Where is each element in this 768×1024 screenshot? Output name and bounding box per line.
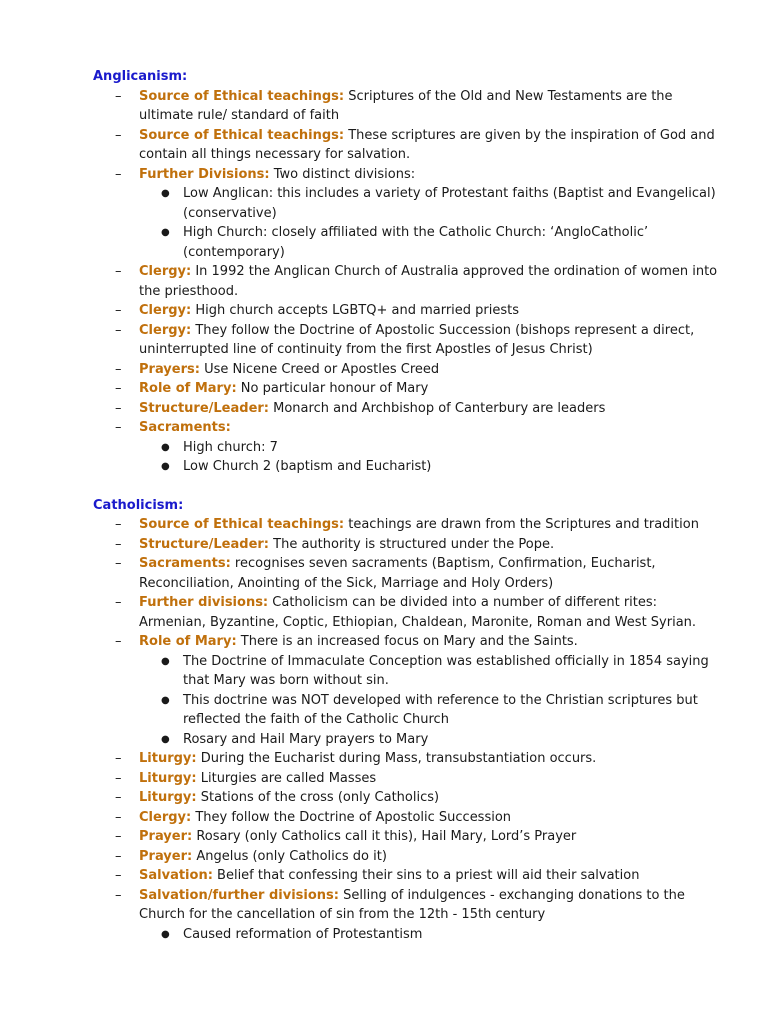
item-text: Belief that confessing their sins to a priest will aid their salvation [212,868,640,883]
item-text: Liturgies are called Masses [196,770,377,786]
item-label: Sacraments: [139,556,231,571]
list-item [93,886,728,945]
sub-bullet-list [139,925,728,945]
item-label: Liturgy: [139,790,197,805]
list-item [93,360,728,380]
list-item [93,554,728,593]
item-text: Use Nicene Creed or Apostles Creed [199,361,440,377]
list-item [93,262,728,301]
item-text: Two distinct divisions: [269,166,416,182]
list-item [93,301,728,321]
list-item [93,515,728,535]
item-label: Structure/Leader: [139,400,269,416]
item-text: They follow the Doctrine of Apostolic Succession [191,809,512,825]
sub-bullet-list [139,438,728,477]
item-label: Source of Ethical teachings: [139,127,345,143]
item-text: Rosary (only Catholics call it this), Hail Mary, Lord’s Prayer [192,829,577,844]
item-label: Clergy: [139,809,192,825]
list-item [93,749,728,769]
sub-bullet-item: ● Low Church 2 (baptism and Eucharist) [139,457,728,477]
item-text: teachings are drawn from the Scriptures and tradition [344,517,699,532]
list-item [93,847,728,867]
sub-bullet-list [139,184,728,262]
list-item [93,827,728,847]
item-text: These scriptures are given by the inspiration of God and contain all things necessary for salvation. [139,127,715,162]
item-text: In 1992 the Anglican Church of Australia approved the ordination of women into the priesthood. [139,264,718,299]
list-item [93,808,728,828]
item-label: Source of Ethical teachings: [139,88,345,104]
item-label: Further Divisions: [139,166,270,182]
item-text: Stations of the cross (only Catholics) [196,790,440,805]
list-item [93,866,728,886]
sub-bullet-item: ● High Church: closely affiliated with the Catholic Church: ‘AngloCatholic’ (contemporary) [139,223,728,262]
item-text: Scriptures of the Old and New Testaments are the ultimate rule/ standard of faith [139,88,673,123]
list-item [93,632,728,749]
item-text: Angelus (only Catholics do it) [192,848,387,864]
item-text: High church accepts LGBTQ+ and married priests [191,303,520,318]
section-spacer [93,477,728,496]
list-item [93,535,728,555]
sub-bullet-item: ● The Doctrine of Immaculate Conception was established officially in 1854 saying that Mary was born without sin. [139,652,728,691]
item-label: Liturgy: [139,751,197,766]
sub-bullet-list [139,652,728,750]
list-item [93,165,728,263]
section-title-anglicanism: Anglicanism: [93,69,188,84]
list-item [93,126,728,165]
list-item [93,379,728,399]
list-item [93,418,728,477]
list-item [93,769,728,789]
item-label: Structure/Leader: [139,536,269,552]
sub-bullet-item: ● Caused reformation of Protestantism [139,925,728,945]
item-label: Liturgy: [139,770,197,786]
item-label: Clergy: [139,303,192,318]
item-label: Role of Mary: [139,381,237,396]
list-item [93,788,728,808]
item-label: Clergy: [139,264,192,279]
item-text: They follow the Doctrine of Apostolic Succession (bishops represent a direct, uninterrupted line of continuity from the first Apostles of Jesus Christ) [139,322,695,357]
sub-bullet-item: ● Low Anglican: this includes a variety of Protestant faiths (Baptist and Evangelical) (conservative) [139,184,728,223]
sub-bullet-item: ● Rosary and Hail Mary prayers to Mary [139,730,728,750]
item-text: Selling of indulgences - exchanging donations to the Church for the cancellation of sin from the 12th - 15th century [139,887,685,922]
sub-bullet-item: ● High church: 7 [139,438,728,458]
item-text: recognises seven sacraments (Baptism, Confirmation, Eucharist, Reconciliation, Anointing of the Sick, Marriage and Holy Orders) [139,556,656,591]
item-label: Sacraments: [139,420,231,435]
list-item [93,399,728,419]
item-label: Clergy: [139,322,192,338]
item-text: No particular honour of Mary [236,381,429,396]
item-label: Further divisions: [139,595,269,610]
item-label: Role of Mary: [139,634,237,649]
list-item [93,321,728,360]
item-text: There is an increased focus on Mary and the Saints. [236,634,578,649]
item-label: Prayers: [139,361,200,377]
item-text: During the Eucharist during Mass, transubstantiation occurs. [196,751,597,766]
item-label: Salvation/further divisions: [139,887,339,903]
item-label: Prayer: [139,829,193,844]
item-text: The authority is structured under the Pope. [269,536,555,552]
section-list-anglicanism [93,87,728,477]
section-list-catholicism [93,515,728,944]
item-label: Source of Ethical teachings: [139,517,345,532]
list-item [93,593,728,632]
item-label: Prayer: [139,848,193,864]
item-label: Salvation: [139,868,213,883]
sub-bullet-item: ● This doctrine was NOT developed with reference to the Christian scriptures but reflected the faith of the Catholic Church [139,691,728,730]
list-item [93,87,728,126]
item-text: Catholicism can be divided into a number of different rites: Armenian, Byzantine, Coptic, Ethiopian, Chaldean, Maronite, Roman and West Syrian. [139,595,697,630]
section-title-catholicism: Catholicism: [93,497,184,513]
item-text: Monarch and Archbishop of Canterbury are leaders [269,400,606,416]
